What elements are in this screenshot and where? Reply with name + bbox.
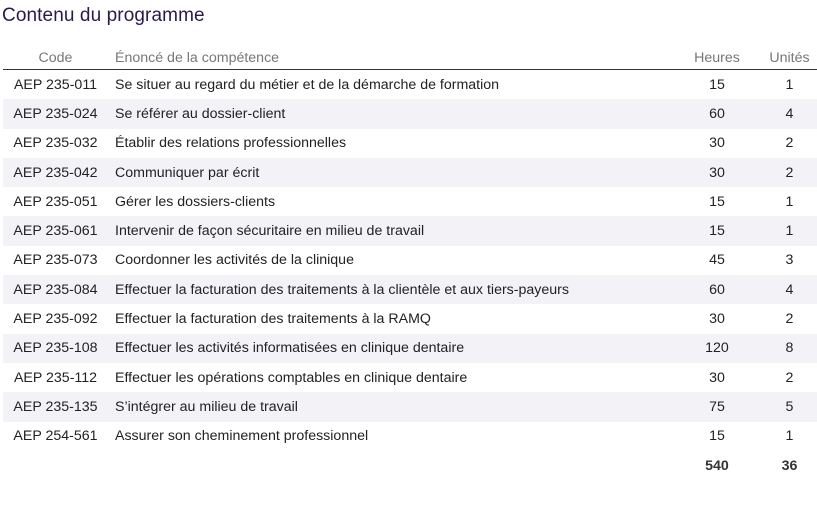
table-row bbox=[3, 216, 817, 245]
totals-row bbox=[3, 451, 817, 480]
total-hours: 540 bbox=[705, 457, 729, 474]
cell-label: S’intégrer au milieu de travail bbox=[108, 392, 672, 421]
cell-hours: 15 bbox=[709, 428, 725, 445]
header-row bbox=[3, 47, 817, 70]
cell-code: AEP 235-011 bbox=[13, 76, 98, 93]
cell-code: AEP 235-084 bbox=[3, 275, 108, 304]
table-row bbox=[3, 392, 817, 421]
table-row bbox=[3, 334, 817, 363]
column-header-label: Énoncé de la compétence bbox=[108, 47, 672, 70]
cell-code: AEP 235-042 bbox=[3, 158, 108, 187]
cell-hours: 15 bbox=[672, 216, 762, 245]
total-units: 36 bbox=[781, 457, 798, 474]
page-title: Contenu du programme bbox=[2, 5, 205, 26]
cell-units: 1 bbox=[785, 193, 794, 210]
cell-label: Effectuer la facturation des traitements à la RAMQ bbox=[115, 311, 431, 328]
table-body bbox=[3, 70, 817, 451]
cell-hours: 75 bbox=[672, 392, 762, 421]
cell-code: AEP 254-561 bbox=[13, 428, 98, 445]
cell-label: Effectuer les opérations comptables en clinique dentaire bbox=[115, 369, 468, 386]
cell-label: Coordonner les activités de la clinique bbox=[115, 252, 354, 269]
cell-code: AEP 235-108 bbox=[3, 334, 108, 363]
cell-code: AEP 235-135 bbox=[3, 392, 108, 421]
cell-units: 2 bbox=[785, 311, 794, 328]
table-row bbox=[3, 275, 817, 304]
cell-units: 8 bbox=[762, 334, 817, 363]
cell-units: 2 bbox=[785, 135, 794, 152]
table-row bbox=[3, 70, 817, 100]
table-row bbox=[3, 158, 817, 187]
table-footer bbox=[3, 451, 817, 480]
table-row bbox=[3, 422, 817, 451]
column-header-hours: Heures bbox=[672, 47, 762, 70]
cell-units: 2 bbox=[785, 369, 794, 386]
totals-spacer-label bbox=[108, 451, 672, 480]
cell-label: Intervenir de façon sécuritaire en milieu de travail bbox=[108, 216, 672, 245]
cell-code: AEP 235-024 bbox=[3, 99, 108, 128]
cell-code: AEP 235-032 bbox=[13, 135, 98, 152]
cell-hours: 60 bbox=[672, 275, 762, 304]
cell-hours: 30 bbox=[709, 369, 725, 386]
table-row bbox=[3, 246, 817, 275]
cell-code: AEP 235-092 bbox=[13, 311, 98, 328]
table-row bbox=[3, 304, 817, 333]
cell-hours: 45 bbox=[709, 252, 725, 269]
cell-label: Communiquer par écrit bbox=[108, 158, 672, 187]
cell-label: Se référer au dossier-client bbox=[108, 99, 672, 128]
table-row bbox=[3, 129, 817, 158]
cell-hours: 15 bbox=[709, 193, 725, 210]
cell-hours: 30 bbox=[709, 135, 725, 152]
cell-units: 4 bbox=[762, 99, 817, 128]
cell-label: Effectuer les activités informatisées en clinique dentaire bbox=[108, 334, 672, 363]
table-row bbox=[3, 187, 817, 216]
cell-units: 2 bbox=[762, 158, 817, 187]
cell-code: AEP 235-051 bbox=[13, 193, 98, 210]
cell-hours: 15 bbox=[709, 76, 725, 93]
table-header bbox=[3, 47, 817, 70]
cell-label: Gérer les dossiers-clients bbox=[115, 193, 276, 210]
cell-hours: 60 bbox=[672, 99, 762, 128]
totals-spacer-code bbox=[3, 451, 108, 480]
cell-hours: 120 bbox=[672, 334, 762, 363]
column-header-code: Code bbox=[3, 47, 108, 70]
cell-code: AEP 235-073 bbox=[13, 252, 98, 269]
cell-label: Établir des relations professionnelles bbox=[115, 135, 347, 152]
cell-label: Se situer au regard du métier et de la démarche de formation bbox=[115, 76, 500, 93]
cell-hours: 30 bbox=[672, 158, 762, 187]
table-row bbox=[3, 363, 817, 392]
cell-label: Effectuer la facturation des traitements à la clientèle et aux tiers-payeurs bbox=[108, 275, 672, 304]
cell-units: 3 bbox=[785, 252, 794, 269]
cell-code: AEP 235-061 bbox=[3, 216, 108, 245]
table-row bbox=[3, 99, 817, 128]
cell-code: AEP 235-112 bbox=[13, 369, 98, 386]
cell-units: 1 bbox=[785, 428, 794, 445]
cell-units: 1 bbox=[762, 216, 817, 245]
cell-hours: 30 bbox=[709, 311, 725, 328]
cell-units: 1 bbox=[785, 76, 794, 93]
cell-units: 5 bbox=[762, 392, 817, 421]
program-table bbox=[3, 47, 817, 480]
cell-label: Assurer son cheminement professionnel bbox=[115, 428, 369, 445]
cell-units: 4 bbox=[762, 275, 817, 304]
column-header-units: Unités bbox=[762, 47, 817, 70]
